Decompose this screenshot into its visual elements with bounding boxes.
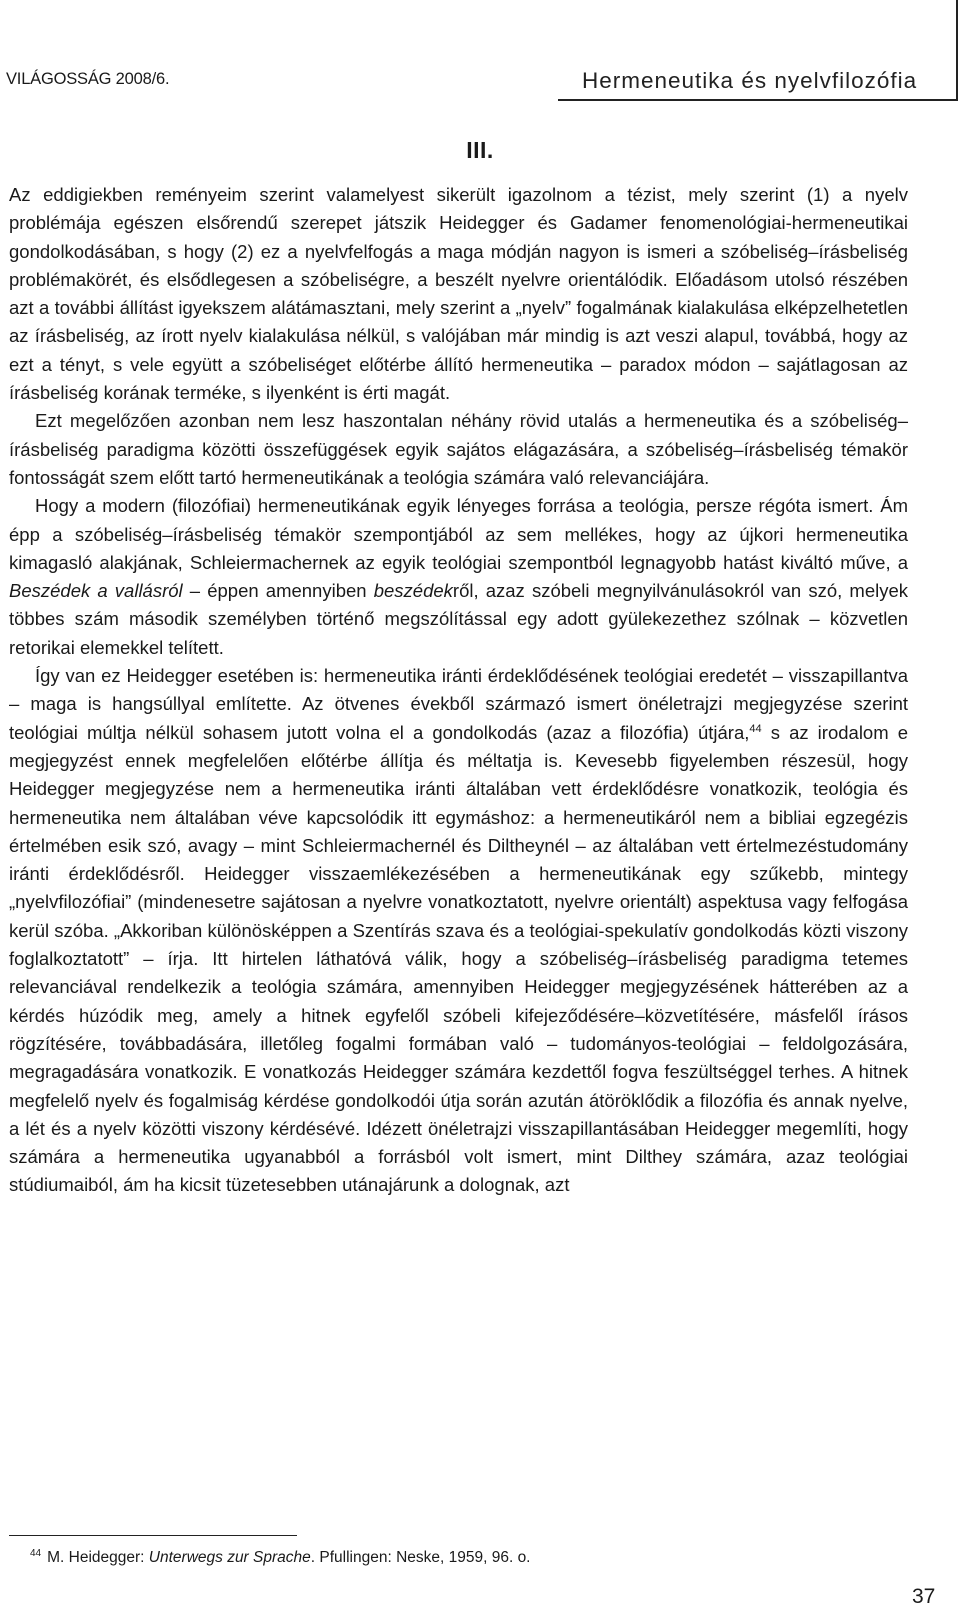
paragraph-text: ről, azaz szóbeli megnyilvánulásokról van szó, melyek többes szám második személyben történő megszólítással egy adott gyülekezethez szólnak – közvetlen retorikai elemekkel telített. — [9, 580, 909, 658]
footnote-text: . Pfullingen: Neske, 1959, 96. o. — [310, 1549, 531, 1566]
paragraph-4 — [9, 662, 908, 1200]
footnote-separator — [9, 1535, 297, 1536]
work-title-italic: Beszédek a vallásról — [9, 580, 183, 602]
header-rule — [558, 99, 958, 101]
footnote-number: 44 — [30, 1548, 42, 1559]
paragraph-text: Ezt megelőzően azonban nem lesz haszontalan néhány rövid utalás a hermeneutika és a szóbeliség–írásbeliség paradigma közötti összefüggések egyik sajátos elágazására, a szóbeliség–írásbeliség témakör fontosságát szem előtt tartó hermeneutikának a teológia számára való relevanciájára. — [9, 410, 908, 488]
paragraph-2 — [9, 407, 908, 492]
footnote — [30, 1548, 531, 1567]
paragraph-1 — [9, 181, 908, 407]
paragraph-text: Hogy a modern (filozófiai) hermeneutikának egyik lényeges forrása a teológia, persze régóta ismert. Ám épp a szóbeliség–írásbeliség témakör szempontjából az sem mellékes, hogy az újkori hermeneutika kimagasló alakjának, Schleiermachernek az egyik teológiai szempontból legnagyobb hatást kiváltó műve, a — [9, 495, 908, 573]
paragraph-text: Így van ez Heidegger esetében is: hermeneutika iránti érdeklődésének teológiai eredetét – visszapillantva – maga is hangsúllyal említette. Az ötvenes évekből származó ismert önéletrajzi megjegyzése szerint teológiai múltja nélkül sohasem jutott volna el a gondolkodás (azaz a filozófia) útjára, — [9, 665, 908, 743]
section-heading: III. — [466, 137, 494, 163]
paragraph-text: – éppen amennyiben — [182, 580, 374, 602]
emphasis-italic: beszédek — [373, 580, 453, 602]
paragraph-3 — [9, 492, 908, 662]
running-title: Hermeneutika és nyelvfilozófia — [582, 68, 918, 93]
page-header — [0, 0, 960, 105]
header-corner-rule — [956, 0, 958, 101]
footnote-reference[interactable]: 44 — [749, 722, 762, 735]
article-body — [9, 181, 908, 1200]
page-number: 37 — [912, 1585, 936, 1608]
paragraph-text: s az irodalom e megjegyzést ennek megfelelően előtérbe állítja és méltatja is. Kevesebb figyelemben részesül, hogy Heidegger megjegyzése nem a hermeneutika iránti általában vett érdeklődésre vonatkozik, teológia és hermeneutika nem általában véve kapcsolódik itt egymáshoz: a hermeneutikáról nem a bibliai egzegézis értelmében esik szó, avagy – mint Schleiermachernél és Diltheynél – az általában vett értelmezéstudomány iránti érdeklődésről. Heidegger visszaemlékezésében a hermeneutikának egy szűkebb, mintegy „nyelvfilozófiai” (mindenesetre sajátosan a nyelvre vonatkoztatott, nyelvre orientált) aspektusa vagy felfogása kerül szóba. „Akkoriban különösképpen a Szentírás szava és a teológiai-spekulatív gondolkodás közti viszony foglalkoztatott” – írja. Itt hirtelen láthatóvá válik, hogy a szóbeliség–írásbeliség paradigma tetemes relevanciával rendelkezik a teológia számára, amennyiben Heidegger megjegyzésének hátterében az a kérdés húzódik meg, amely a hitnek egyfelől szóbeli kifejeződésére–közvetítésére, másfelől írásos rögzítésére, továbbadására, illetőleg fogalmi formában való – tudományos-teológiai – feldolgozására, megragadására vonatkozik. E vonatkozás Heidegger számára kezdettől fogva feszültséggel terhes. A hitnek megfelelő nyelv és fogalmiság kérdése gondolkodói útja során azután átöröklődik a filozófia és annak nyelve, a lét és a nyelv közötti viszony kérdésévé. Idézett önéletrajzi visszapillantásában Heidegger megemlíti, hogy számára a hermeneutika ugyanabból a forrásból volt ismert, mint Dilthey számára, azaz teológiai stúdiumaiból, ám ha kicsit tüzetesebben utánajárunk a dolognak, azt — [9, 721, 908, 1196]
footnote-text: M. Heidegger: — [47, 1549, 149, 1566]
journal-issue: VILÁGOSSÁG 2008/6. — [6, 70, 170, 88]
paragraph-text: Az eddigiekben reményeim szerint valamelyest sikerült igazolnom a tézist, mely szerint (1) a nyelv problémája egészen elsőrendű szerepet játszik Heidegger és Gadamer fenomenológiai-hermeneutikai gondolkodásában, s hogy (2) ez a nyelvfelfogás a maga módján nagyon is ismeri a szóbeliség–írásbeliség problémakörét, és elsődlegesen a szóbeliségre, a beszélt nyelvre orientálódik. Előadásom utolsó részében azt a további állítást igyekszem alátámasztani, mely szerint a „nyelv” fogalmának kialakulása elképzelhetetlen az írásbeliség, az írott nyelv kialakulása nélkül, s valójában már mindig is azt veszi alapul, továbbá, hogy az ezt a tényt, s vele együtt a szóbeliséget előtérbe állító hermeneutika – paradox módon – sajátlagosan az írásbeliség korának terméke, s ilyenként is érti magát. — [9, 184, 908, 404]
footnote-book-title: Unterwegs zur Sprache — [148, 1549, 311, 1566]
